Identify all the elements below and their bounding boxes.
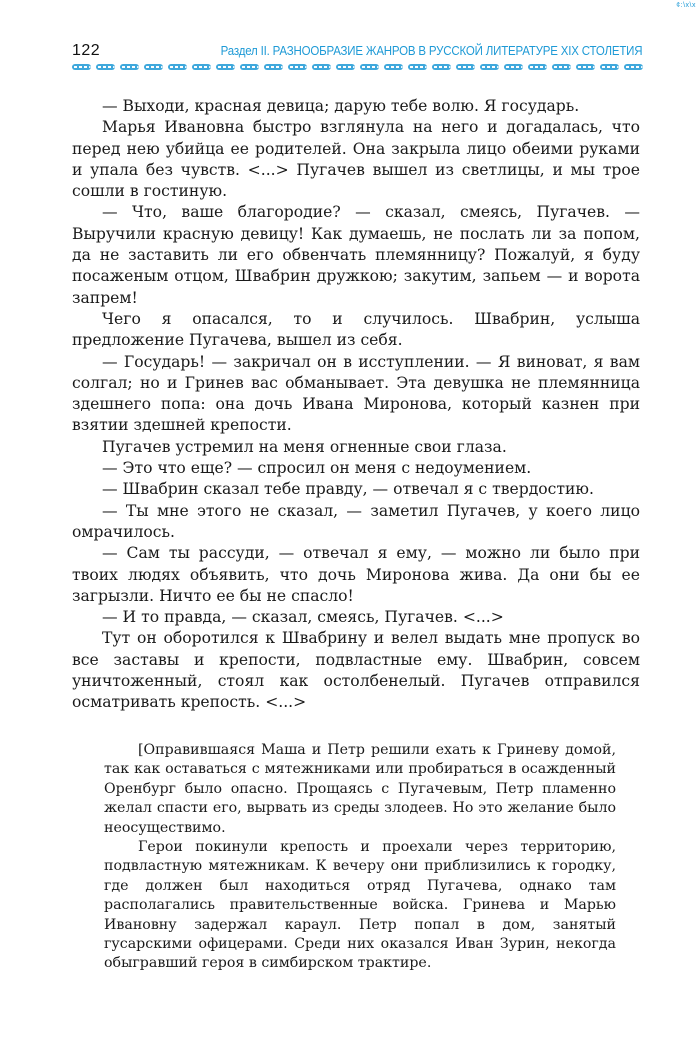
paragraph: Герои покинули крепость и проехали через территорию, подвластную мятежникам. К вечеру они приблизились к городку, где должен был находиться отряд Пугачева, однако там располагались правительственные войска. Гринева и Марью Ивановну задержал караул. Петр попал в дом, занятый гусарскими офицерами. Среди них оказался Иван Зурин, некогда обыгравший героя в симбирском трактире. (104, 839, 616, 972)
ornament-unit (360, 64, 379, 70)
ornament-unit (192, 64, 211, 70)
ornament-unit (264, 64, 283, 70)
ornament-unit (624, 64, 643, 70)
ornament-unit (528, 64, 547, 70)
paragraph: Пугачев устремил на меня огненные свои глаза. (102, 437, 507, 456)
corner-mark: ¢:\x\x (676, 2, 696, 9)
ornament-unit (456, 64, 475, 70)
ornament-unit (408, 64, 427, 70)
paragraph: Тут он оборотился к Швабрину и велел выдать мне пропуск во все заставы и крепости, подвластные ему. Швабрин, совсем уничтоженный, стоял как остолбенелый. Пугачев отправился осматривать крепость. <...> (72, 629, 640, 712)
ornament-unit (72, 64, 91, 70)
running-head (72, 42, 642, 62)
paragraph: — Государь! — закричал он в исступлении. — Я виноват, я вам солгал; но и Гринев вас обманывает. Эта девушка не племянница здешнего попа: она дочь Ивана Миронова, который казнен при взятии здешней крепости. (72, 352, 640, 435)
ornament-unit (552, 64, 571, 70)
ornament-unit (480, 64, 499, 70)
ornament-unit (600, 64, 619, 70)
ornament-unit (432, 64, 451, 70)
ornament-unit (120, 64, 139, 70)
section-title: Раздел II. РАЗНООБРАЗИЕ ЖАНРОВ В РУССКОЙ ЛИТЕРАТУРЕ XIX СТОЛЕТИЯ (220, 44, 642, 58)
paragraph: Чего я опасался, то и случилось. Швабрин, услыша предложение Пугачева, вышел из себя. (72, 309, 640, 350)
ornament-unit (336, 64, 355, 70)
paragraph: — Сам ты рассуди, — отвечал я ему, — можно ли было при твоих людях объявить, что дочь Миронова жива. Да они бы ее загрызли. Ничто ее бы не спасло! (72, 544, 640, 605)
ornament-unit (504, 64, 523, 70)
summary-inset (104, 741, 616, 974)
page-number: 122 (72, 42, 101, 59)
paragraph: — Это что еще? — спросил он меня с недоумением. (102, 459, 532, 478)
paragraph: — И то правда, — сказал, смеясь, Пугачев. <...> (102, 608, 504, 627)
main-text (72, 96, 640, 714)
paragraph: Марья Ивановна быстро взглянула на него и догадалась, что перед нею убийца ее родителей. Она закрыла лицо обеими руками и упала без чувств. <...> Пугачев вышел из светлицы, и мы трое сошли в гостиную. (72, 118, 640, 201)
paragraph: — Ты мне этого не сказал, — заметил Пугачев, у коего лицо омрачилось. (72, 501, 640, 541)
ornament-unit (216, 64, 235, 70)
ornament-unit (288, 64, 307, 70)
ornament-unit (168, 64, 187, 70)
paragraph: [Оправившаяся Маша и Петр решили ехать к Гриневу домой, так как оставаться с мятежниками или пробираться в осажденный Оренбург было опасно. Прощаясь с Пугачевым, Петр пламенно желал спасти его, вырвать из среды злодеев. Но это желание было неосуществимо. (104, 742, 616, 836)
ornament-unit (96, 64, 115, 70)
paragraph: — Выходи, красная девица; дарую тебе волю. Я государь. (102, 97, 580, 115)
ornament-unit (576, 64, 595, 70)
ornament-unit (240, 64, 259, 70)
paragraph: — Что, ваше благородие? — сказал, смеясь, Пугачев. — Выручили красную девицу! Как думаешь, не послать ли за попом, да не заставить ли его обвенчать племянницу? Пожалуй, я буду посаженым отцом, Швабрин дружкою; закутим, запьем — и ворота запрем! (72, 203, 640, 307)
decorative-border-ornament (72, 64, 644, 71)
ornament-unit (312, 64, 331, 70)
ornament-unit (144, 64, 163, 70)
paragraph: — Швабрин сказал тебе правду, — отвечал я с твердостию. (102, 480, 594, 499)
ornament-unit (384, 64, 403, 70)
